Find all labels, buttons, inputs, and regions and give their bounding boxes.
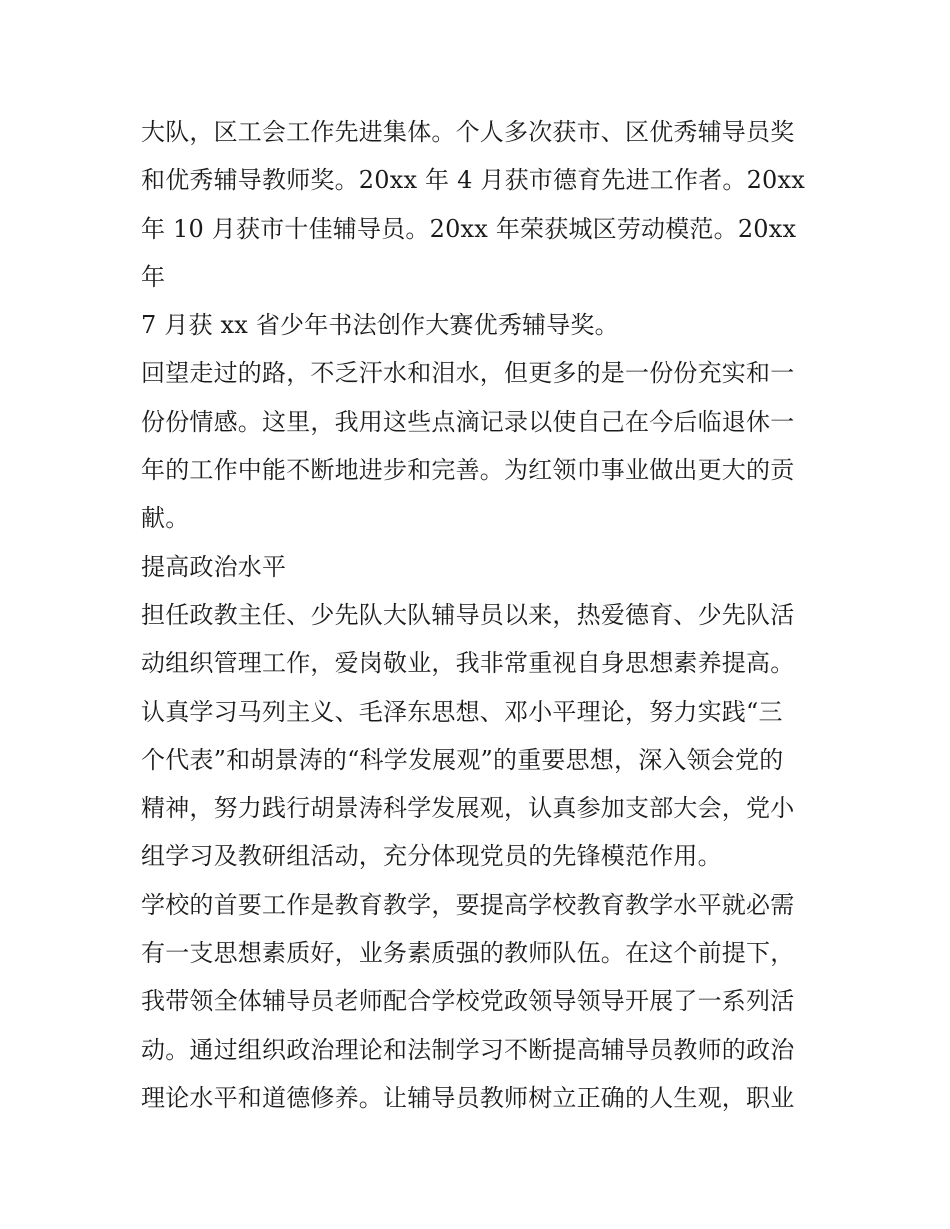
paragraph-teacher-team: 学校的首要工作是教育教学，要提高学校教育教学水平就必需 有一支思想素质好，业务素质强的教师队伍。在这个前提下， 我带领全体辅导员老师配合学校党政领导领导开展了一系列活 动。通过组织政治理论和法制学习不断提高辅导员教师的政治 理论水平和道德修养。让辅导员教师树立正确的人生观，职业 xyxy=(141,890,795,1112)
document-body xyxy=(141,108,821,1122)
paragraph-awards: 大队，区工会工作先进集体。个人多次获市、区优秀辅导员奖 和优秀辅导教师奖。20xx 年 4 月获市德育先进工作者。20xx 年 10 月获市十佳辅导员。20xx 年荣获城区劳动模范。20xx 年 7 月获 xx 省少年书法创作大赛优秀辅导奖。 xyxy=(141,118,805,340)
paragraph-political-study: 担任政教主任、少先队大队辅导员以来，热爱德育、少先队活 动组织管理工作，爱岗敬业，我非常重视自身思想素养提高。 认真学习马列主义、毛泽东思想、邓小平理论，努力实践“三 个代表”和胡景涛的“科学发展观”的重要思想，深入领会党的 精神，努力践行胡景涛科学发展观，认真参加支部大会，党小 组学习及教研组活动，充分体现党员的先锋模范作用。 xyxy=(141,600,795,871)
section-heading: 提高政治水平 xyxy=(141,552,287,581)
paragraph-reflection: 回望走过的路，不乏汗水和泪水，但更多的是一份份充实和一 份份情感。这里，我用这些点滴记录以使自己在今后临退休一 年的工作中能不断地进步和完善。为红领巾事业做出更大的贡 献。 xyxy=(141,359,795,533)
